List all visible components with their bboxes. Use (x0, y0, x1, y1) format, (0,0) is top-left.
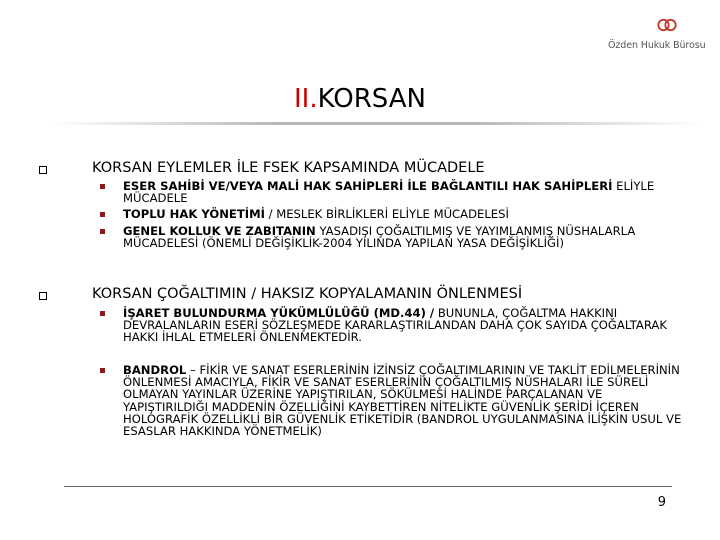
item-text: / MESLEK BİRLİKLERİ ELİYLE MÜCADELESİ (264, 207, 509, 221)
list-item (123, 307, 683, 344)
square-bullet-icon (100, 311, 105, 316)
hollow-square-bullet-icon (39, 292, 47, 300)
firm-name: Özden Hukuk Bürosu (608, 40, 706, 51)
item-bold-text: ESER SAHİBİ VE/VEYA MALİ HAK SAHİPLERİ İLE BAĞLANTILI HAK SAHİPLERİ (123, 179, 613, 193)
list-item (123, 225, 683, 249)
item-text: YASADIŞI ÇOĞALTILMIŞ VE YAYIMLANMIŞ NÜSHALARLA MÜCADELESİ (ÖNEMLİ DEĞİŞİKLİK-2004 YILINDA YAPILAN YASA DEĞİŞİKLİĞİ) (123, 224, 636, 251)
page-number: 9 (657, 495, 666, 510)
square-bullet-icon (100, 212, 105, 217)
square-bullet-icon (100, 229, 105, 234)
title-word: KORSAN (317, 84, 426, 114)
slide-title (0, 84, 720, 114)
item-bold-text: TOPLU HAK YÖNETİMİ (123, 207, 265, 221)
item-bold-text: İŞARET BULUNDURMA YÜKÜMLÜLÜĞÜ (MD.44) / (123, 306, 435, 320)
section-heading: KORSAN EYLEMLER İLE FSEK KAPSAMINDA MÜCADELE (92, 160, 485, 176)
firm-logo (608, 18, 720, 54)
list-item (123, 364, 683, 437)
title-divider (50, 122, 702, 125)
section-heading: KORSAN ÇOĞALTIMIN / HAKSIZ KOPYALAMANIN ÖNLENMESİ (92, 286, 523, 302)
hollow-square-bullet-icon (39, 166, 47, 174)
item-text: – FİKİR VE SANAT ESERLERİNİN İZİNSİZ ÇOĞALTIMLARININ VE TAKLİT EDİLMELERİNİN ÖNLENMESİ AMACIYLA, FİKİR VE SANAT ESERLERİNİN ÇOĞALTILMIŞ NÜSHALARI İLE SÜRELİ OLMAYAN YAYINLAR ÜZERİNE YAPIŞTIRILAN, SÖKÜLMESİ HALİNDE PARÇALANAN VE YAPIŞTIRILDIĞI MADDENİN ÖZELLİĞİNİ KAYBETTİREN NİTELİKTE GÜVENLİK ŞERİDİ İÇEREN HOLOGRAFİK ÖZELLİKLİ BİR GÜVENLİK ETİKETİDİR (BANDROL UYGULANMASINA İLİŞKİN USUL VE ESASLAR HAKKINDA YÖNETMELİK) (123, 363, 682, 439)
item-bold-text: GENEL KOLLUK VE ZABITANIN (123, 224, 316, 238)
item-bold-text: BANDROL (123, 363, 187, 377)
square-bullet-icon (100, 368, 105, 373)
item-text: ELİYLE MÜCADELE (123, 179, 655, 206)
list-item (123, 180, 683, 204)
title-numeral: II. (294, 84, 318, 114)
footer-divider (64, 486, 672, 487)
logo-rings-icon (656, 18, 678, 32)
list-item (123, 208, 683, 220)
square-bullet-icon (100, 184, 105, 189)
item-text: BUNUNLA, ÇOĞALTMA HAKKINI DEVRALANLARIN ESERİ SÖZLEŞMEDE KARARLAŞTIRILANDAN DAHA ÇOK SAYIDA ÇOĞALTARAK HAKKI İHLAL ETMELERİ ÖNLENMEKTEDİR. (123, 306, 667, 345)
